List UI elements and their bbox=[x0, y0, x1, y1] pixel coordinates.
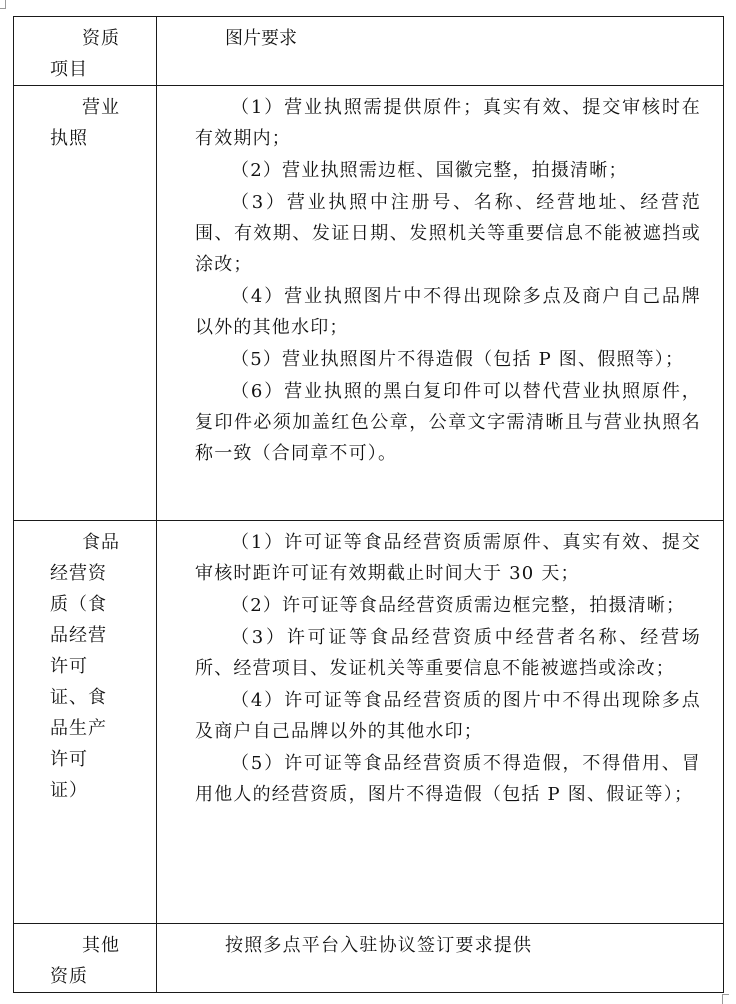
table-row-food-license bbox=[14, 521, 724, 924]
requirement-item: （3）营业执照中注册号、名称、经营地址、经营范围、有效期、发证日期、发照机关等重要信息不能被遮挡或涂改； bbox=[195, 192, 701, 275]
category-header-line: 资质 bbox=[82, 28, 120, 49]
category-line: 其他 bbox=[82, 935, 120, 956]
category-line: 食品 bbox=[82, 532, 120, 553]
requirement-header-label: 图片要求 bbox=[225, 28, 297, 49]
requirement-item: （4）许可证等食品经营资质的图片中不得出现除多点及商户自己品牌以外的其他水印； bbox=[195, 690, 701, 742]
category-line: 经营资 bbox=[50, 563, 107, 584]
category-cell bbox=[14, 521, 157, 924]
category-line: 资质 bbox=[50, 966, 88, 987]
qualification-table bbox=[13, 16, 724, 993]
category-header-cell bbox=[14, 17, 157, 86]
bottom-right-corner-marker bbox=[722, 994, 729, 1004]
requirement-item: （3）许可证等食品经营资质中经营者名称、经营场所、经营项目、发证机关等重要信息不能被遮挡或涂改； bbox=[195, 627, 701, 679]
requirements-cell bbox=[157, 521, 724, 924]
category-line: 许可 bbox=[50, 656, 88, 677]
requirement-item: （2）许可证等食品经营资质需边框完整，拍摄清晰； bbox=[231, 595, 686, 616]
category-line: 品生产 bbox=[50, 718, 107, 739]
requirement-item: 按照多点平台入驻协议签订要求提供 bbox=[225, 935, 533, 956]
requirements-cell bbox=[157, 86, 724, 521]
requirements-cell bbox=[157, 924, 724, 993]
requirement-item: （1）营业执照需提供原件；真实有效、提交审核时在有效期内； bbox=[195, 97, 701, 149]
category-line: 品经营 bbox=[50, 625, 107, 646]
category-cell bbox=[14, 86, 157, 521]
category-cell bbox=[14, 924, 157, 993]
requirement-item: （5）营业执照图片不得造假（包括 P 图、假照等）； bbox=[231, 349, 685, 370]
category-line: 执照 bbox=[50, 128, 88, 149]
category-line: 许可 bbox=[50, 749, 88, 770]
requirement-item: （2）营业执照需边框、国徽完整，拍摄清晰； bbox=[231, 160, 628, 181]
category-line: 证） bbox=[50, 780, 88, 801]
requirement-item: （1）许可证等食品经营资质需原件、真实有效、提交审核时距许可证有效期截止时间大于 30 天； bbox=[195, 532, 701, 584]
category-line: 质（食 bbox=[50, 594, 107, 615]
requirement-header-cell bbox=[157, 17, 724, 86]
category-header-line: 项目 bbox=[50, 59, 88, 80]
top-left-corner-marker bbox=[0, 0, 6, 9]
table-row-business-license bbox=[14, 86, 724, 521]
table-row-other-qualification bbox=[14, 924, 724, 993]
requirement-item: （4）营业执照图片中不得出现除多点及商户自己品牌以外的其他水印； bbox=[195, 286, 701, 338]
requirement-item: （6）营业执照的黑白复印件可以替代营业执照原件，复印件必须加盖红色公章，公章文字需清晰且与营业执照名称一致（合同章不可）。 bbox=[195, 381, 701, 464]
category-line: 营业 bbox=[82, 97, 120, 118]
table-header-row bbox=[14, 17, 724, 86]
requirement-item: （5）许可证等食品经营资质不得造假，不得借用、冒用他人的经营资质，图片不得造假（包括 P 图、假证等）； bbox=[195, 753, 701, 805]
category-line: 证、食 bbox=[50, 687, 107, 708]
